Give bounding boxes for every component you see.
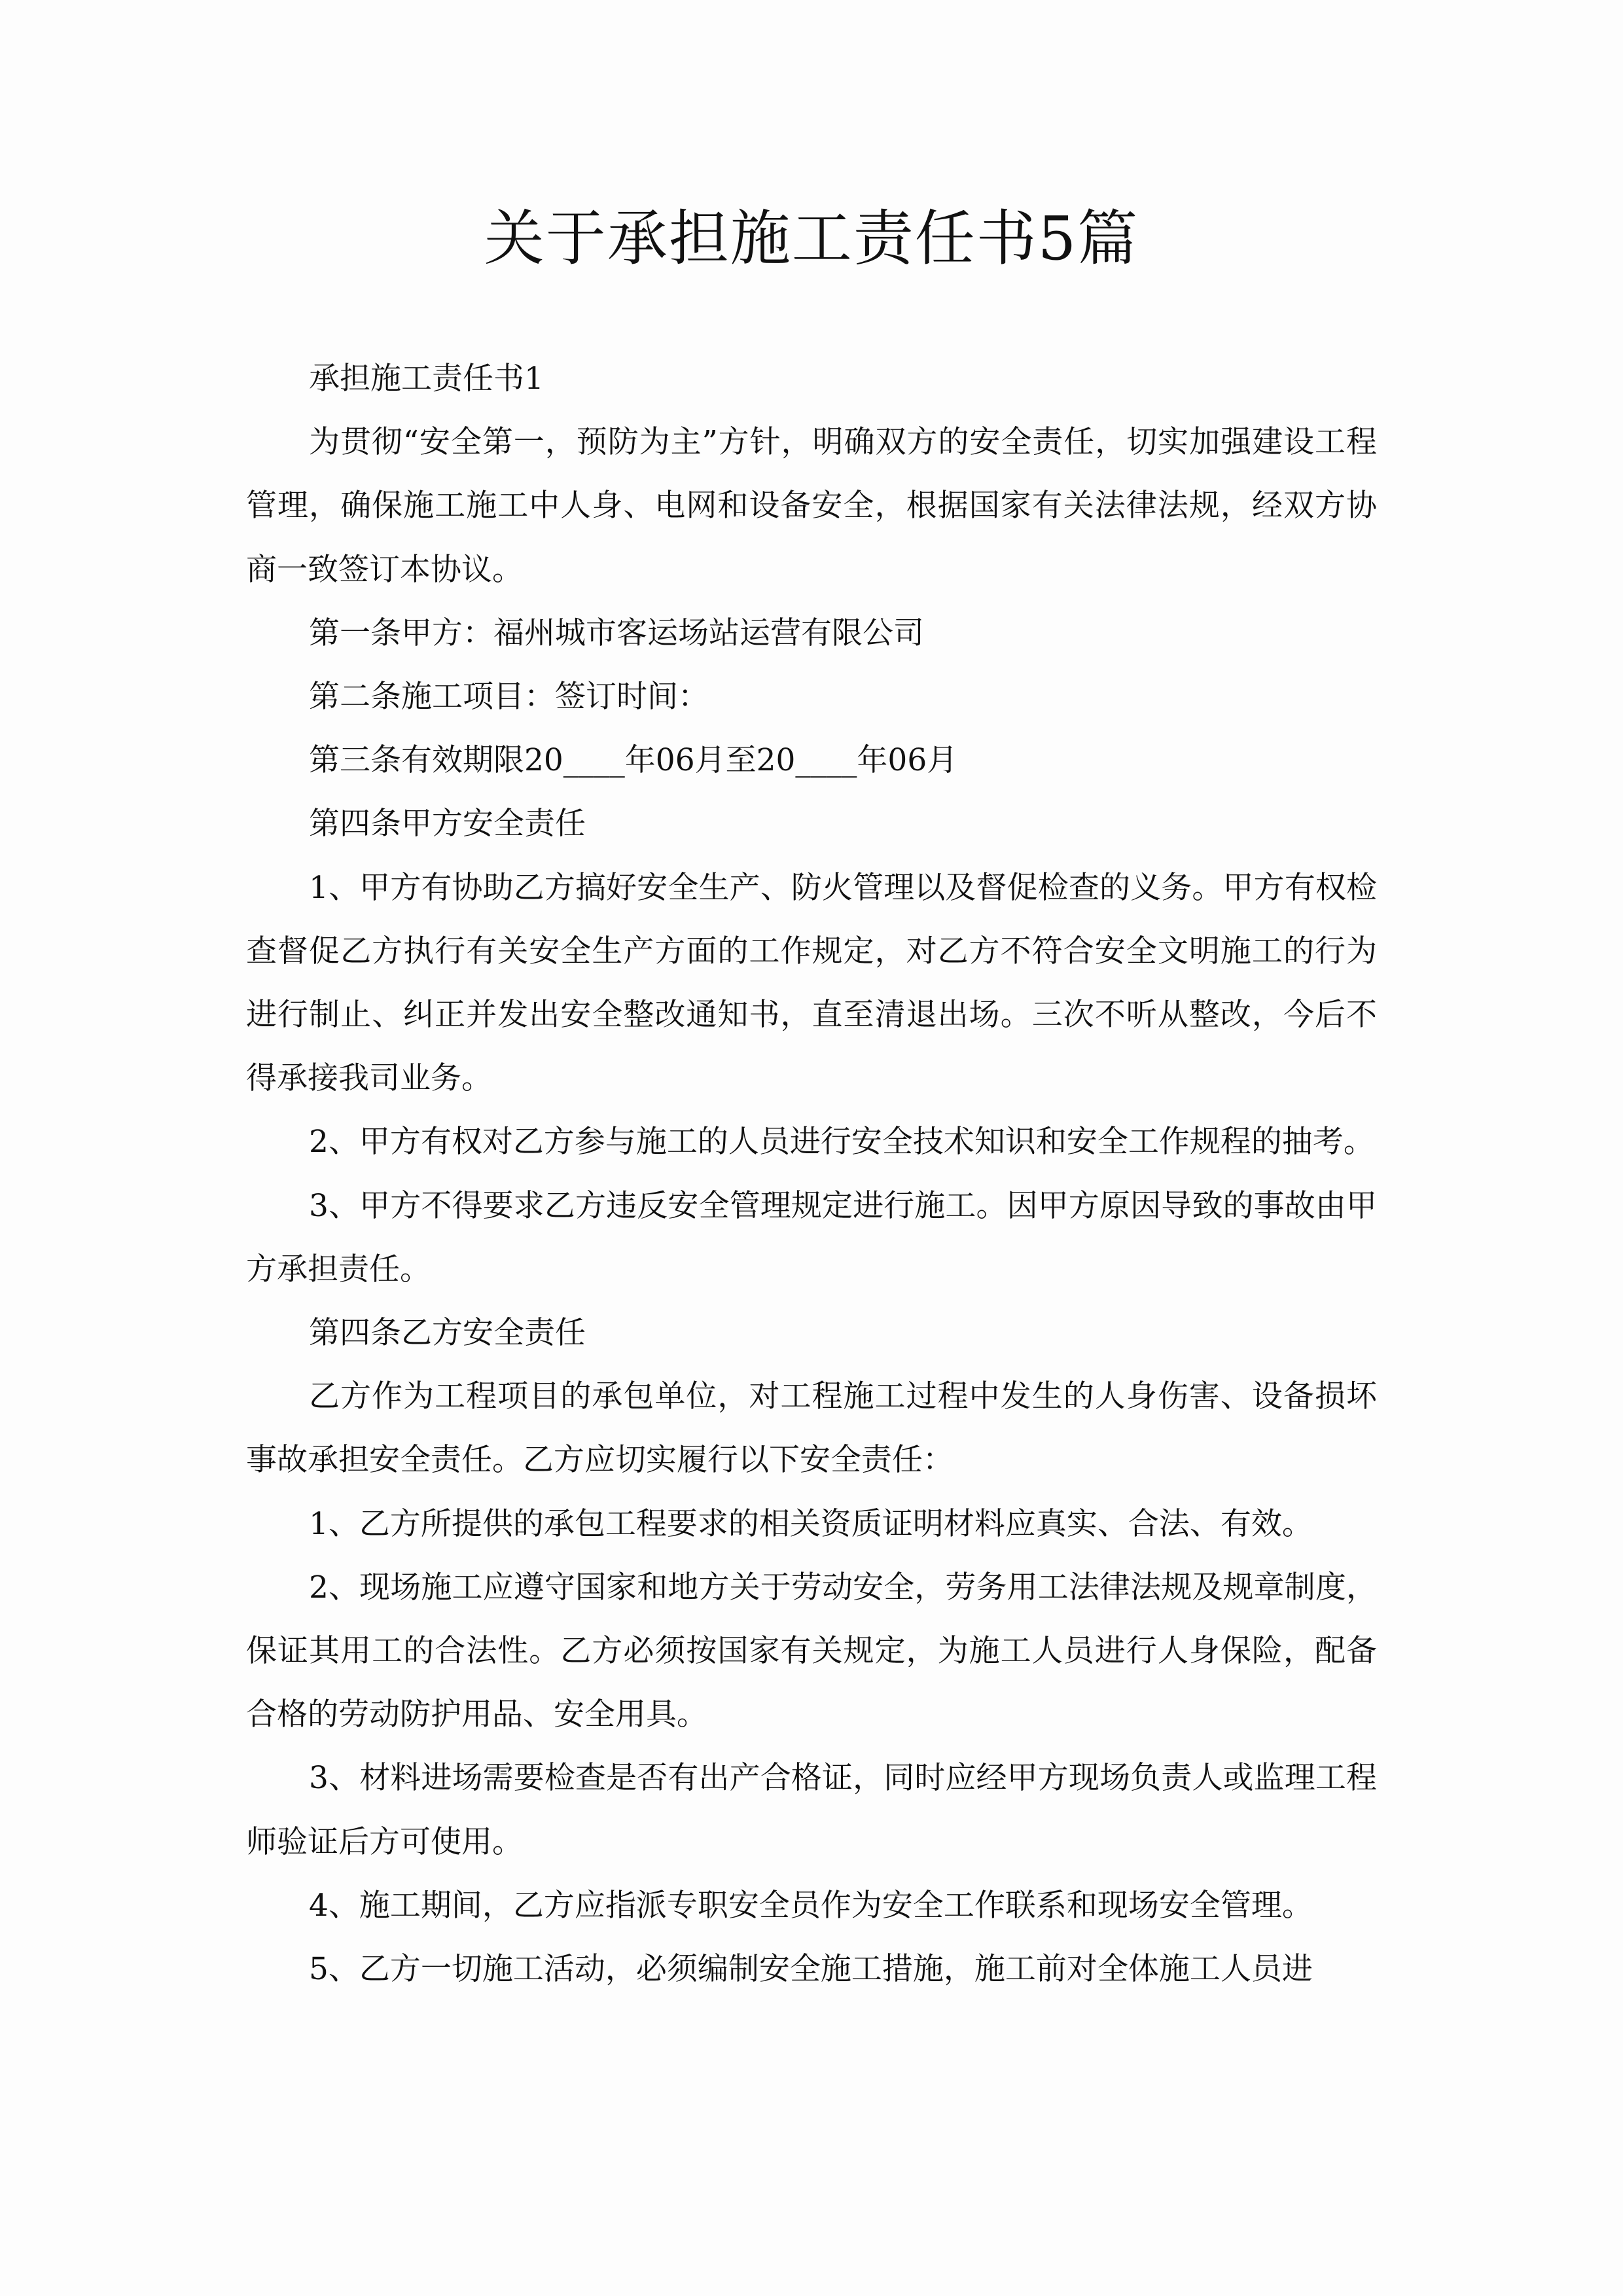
article-3-validity: 第三条有效期限20____年06月至20____年06月 bbox=[309, 742, 958, 779]
party-b-clause-4: 4、施工期间，乙方应指派专职安全员作为安全工作联系和现场安全管理。 bbox=[309, 1887, 1313, 1924]
document-title: 关于承担施工责任书5篇 bbox=[484, 204, 1139, 274]
article-4-party-a-heading: 第四条甲方安全责任 bbox=[309, 806, 586, 842]
article-4-party-b-heading: 第四条乙方安全责任 bbox=[309, 1315, 586, 1352]
party-a-clause-2: 2、甲方有权对乙方参与施工的人员进行安全技术知识和安全工作规程的抽考。 bbox=[309, 1124, 1374, 1160]
article-1-party-a: 第一条甲方：福州城市客运场站运营有限公司 bbox=[309, 615, 924, 651]
party-a-clause-1: 1、甲方有协助乙方搞好安全生产、防火管理以及督促检查的义务。甲方有权检查督促乙方执行有关安全生产方面的工作规定，对乙方不符合安全文明施工的行为进行制止、纠正并发出安全整改通知书，直至清退出场。三次不听从整改，今后不得承接我司业务。 bbox=[246, 869, 1377, 1097]
preamble-paragraph: 为贯彻“安全第一，预防为主”方针，明确双方的安全责任，切实加强建设工程管理，确保施工施工中人身、电网和设备安全，根据国家有关法律法规，经双方协商一致签订本协议。 bbox=[246, 424, 1377, 588]
party-b-intro: 乙方作为工程项目的承包单位，对工程施工过程中发生的人身伤害、设备损坏事故承担安全责任。乙方应切实履行以下安全责任： bbox=[246, 1378, 1377, 1479]
party-a-clause-3: 3、甲方不得要求乙方违反安全管理规定进行施工。因甲方原因导致的事故由甲方承担责任。 bbox=[246, 1187, 1377, 1287]
document-body bbox=[246, 347, 1377, 2001]
party-b-clause-5: 5、乙方一切施工活动，必须编制安全施工措施，施工前对全体施工人员进 bbox=[309, 1951, 1313, 1988]
article-2-project: 第二条施工项目：签订时间： bbox=[309, 679, 709, 715]
party-b-clause-1: 1、乙方所提供的承包工程要求的相关资质证明材料应真实、合法、有效。 bbox=[309, 1505, 1313, 1542]
party-b-clause-3: 3、材料进场需要检查是否有出产合格证，同时应经甲方现场负责人或监理工程师验证后方可使用。 bbox=[246, 1760, 1377, 1860]
section-heading: 承担施工责任书1 bbox=[309, 361, 544, 397]
party-b-clause-2: 2、现场施工应遵守国家和地方关于劳动安全，劳务用工法律法规及规章制度，保证其用工的合法性。乙方必须按国家有关规定，为施工人员进行人身保险，配备合格的劳动防护用品、安全用具。 bbox=[246, 1569, 1377, 1733]
